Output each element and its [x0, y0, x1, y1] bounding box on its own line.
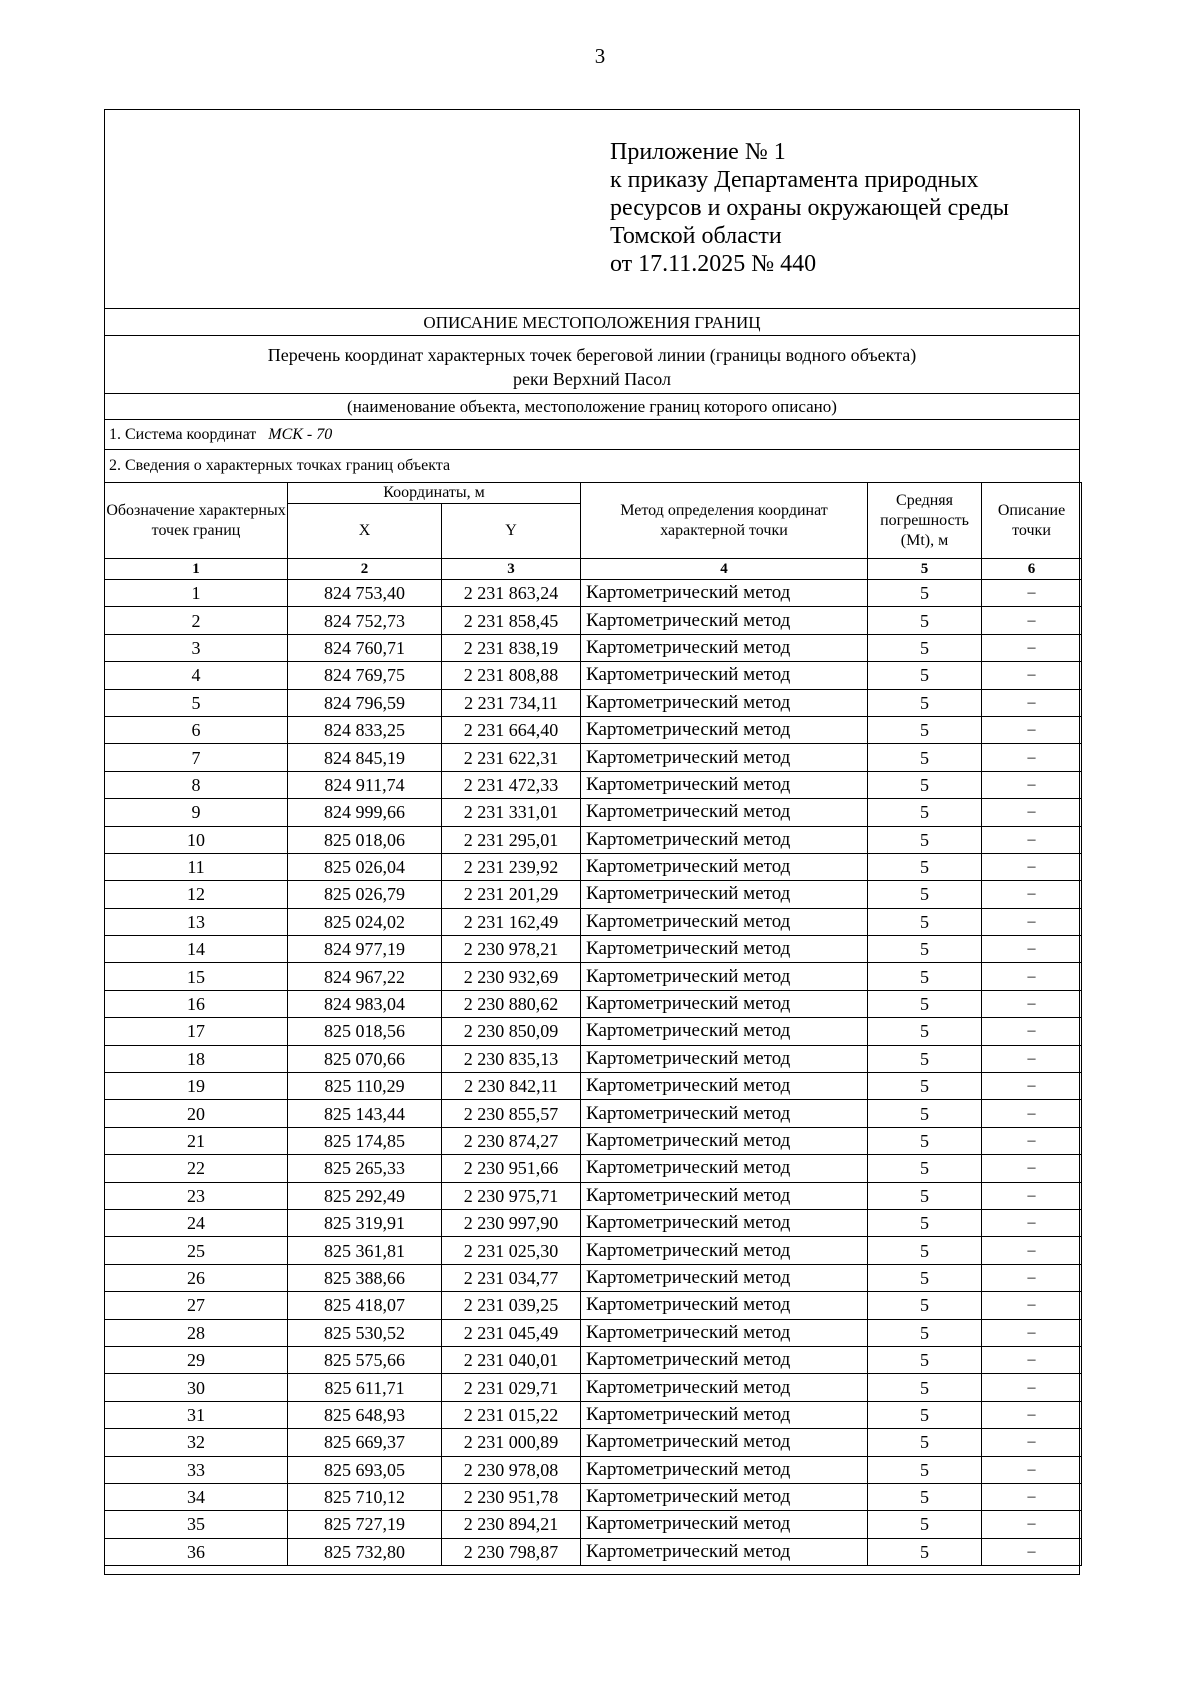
cell-description: –: [982, 1264, 1082, 1291]
cell-point: 5: [105, 689, 288, 716]
cell-point: 12: [105, 881, 288, 908]
cell-description: –: [982, 1045, 1082, 1072]
cell-x: 825 732,80: [288, 1538, 442, 1565]
cell-method: Картометрический метод: [581, 1511, 868, 1538]
cell-accuracy: 5: [868, 1456, 982, 1483]
cell-accuracy: 5: [868, 963, 982, 990]
table-row: [105, 662, 1082, 689]
cell-method: Картометрический метод: [581, 662, 868, 689]
cell-accuracy: 5: [868, 1237, 982, 1264]
cell-method: Картометрический метод: [581, 607, 868, 634]
table-row: [105, 1182, 1082, 1209]
cell-point: 6: [105, 716, 288, 743]
cell-point: 4: [105, 662, 288, 689]
cell-accuracy: 5: [868, 1264, 982, 1291]
cell-y: 2 231 045,49: [442, 1319, 581, 1346]
cell-accuracy: 5: [868, 689, 982, 716]
cell-y: 2 231 040,01: [442, 1346, 581, 1373]
subject-line-2: реки Верхний Пасол: [513, 369, 671, 389]
table-row: [105, 990, 1082, 1017]
cell-description: –: [982, 580, 1082, 607]
cell-method: Картометрический метод: [581, 1456, 868, 1483]
cell-y: 2 231 863,24: [442, 580, 581, 607]
cell-method: Картометрический метод: [581, 908, 868, 935]
cell-point: 29: [105, 1346, 288, 1373]
cell-method: Картометрический метод: [581, 716, 868, 743]
cell-x: 825 110,29: [288, 1073, 442, 1100]
cell-method: Картометрический метод: [581, 580, 868, 607]
cell-method: Картометрический метод: [581, 1209, 868, 1236]
cell-point: 21: [105, 1127, 288, 1154]
cell-accuracy: 5: [868, 1429, 982, 1456]
cell-x: 825 575,66: [288, 1346, 442, 1373]
cell-description: –: [982, 1292, 1082, 1319]
cell-method: Картометрический метод: [581, 881, 868, 908]
cell-x: 824 796,59: [288, 689, 442, 716]
header-x: X: [288, 504, 442, 559]
table-row: [105, 1483, 1082, 1510]
cell-method: Картометрический метод: [581, 853, 868, 880]
cell-accuracy: 5: [868, 716, 982, 743]
cell-point: 2: [105, 607, 288, 634]
cell-y: 2 231 029,71: [442, 1374, 581, 1401]
cell-description: –: [982, 1483, 1082, 1510]
table-row: [105, 908, 1082, 935]
cell-y: 2 230 880,62: [442, 990, 581, 1017]
cell-y: 2 230 975,71: [442, 1182, 581, 1209]
cell-description: –: [982, 1209, 1082, 1236]
cell-description: –: [982, 1511, 1082, 1538]
cell-method: Картометрический метод: [581, 963, 868, 990]
table-row: [105, 1319, 1082, 1346]
cell-point: 28: [105, 1319, 288, 1346]
cell-method: Картометрический метод: [581, 1127, 868, 1154]
cell-x: 825 388,66: [288, 1264, 442, 1291]
page-number: 3: [594, 44, 606, 68]
cell-y: 2 230 855,57: [442, 1100, 581, 1127]
cell-description: –: [982, 1073, 1082, 1100]
cell-point: 15: [105, 963, 288, 990]
cell-method: Картометрический метод: [581, 689, 868, 716]
table-row: [105, 826, 1082, 853]
cell-accuracy: 5: [868, 1538, 982, 1565]
cell-method: Картометрический метод: [581, 771, 868, 798]
cell-method: Картометрический метод: [581, 744, 868, 771]
table-row: [105, 1374, 1082, 1401]
appendix-line: Томской области: [610, 223, 782, 249]
cell-description: –: [982, 826, 1082, 853]
cell-y: 2 231 664,40: [442, 716, 581, 743]
coord-system-value: МСК - 70: [268, 426, 333, 443]
table-row: [105, 1401, 1082, 1428]
column-number: 5: [868, 559, 982, 580]
table-row: [105, 1237, 1082, 1264]
column-number: 6: [982, 559, 1082, 580]
cell-method: Картометрический метод: [581, 1429, 868, 1456]
cell-description: –: [982, 716, 1082, 743]
cell-point: 7: [105, 744, 288, 771]
cell-x: 825 648,93: [288, 1401, 442, 1428]
cell-y: 2 231 201,29: [442, 881, 581, 908]
cell-method: Картометрический метод: [581, 799, 868, 826]
cell-x: 825 265,33: [288, 1155, 442, 1182]
cell-y: 2 230 894,21: [442, 1511, 581, 1538]
cell-accuracy: 5: [868, 881, 982, 908]
table-row: [105, 799, 1082, 826]
cell-point: 26: [105, 1264, 288, 1291]
cell-x: 825 292,49: [288, 1182, 442, 1209]
cell-accuracy: 5: [868, 799, 982, 826]
cell-description: –: [982, 662, 1082, 689]
cell-y: 2 231 239,92: [442, 853, 581, 880]
cell-description: –: [982, 1401, 1082, 1428]
cell-point: 20: [105, 1100, 288, 1127]
cell-description: –: [982, 1237, 1082, 1264]
cell-accuracy: 5: [868, 1374, 982, 1401]
cell-y: 2 230 978,21: [442, 936, 581, 963]
cell-point: 30: [105, 1374, 288, 1401]
cell-method: Картометрический метод: [581, 1155, 868, 1182]
cell-method: Картометрический метод: [581, 1346, 868, 1373]
table-row: [105, 580, 1082, 607]
table-row: [105, 1292, 1082, 1319]
table-row: [105, 634, 1082, 661]
cell-x: 825 611,71: [288, 1374, 442, 1401]
cell-x: 825 174,85: [288, 1127, 442, 1154]
cell-y: 2 230 835,13: [442, 1045, 581, 1072]
cell-description: –: [982, 1319, 1082, 1346]
cell-y: 2 231 622,31: [442, 744, 581, 771]
cell-description: –: [982, 990, 1082, 1017]
cell-point: 16: [105, 990, 288, 1017]
cell-description: –: [982, 634, 1082, 661]
cell-accuracy: 5: [868, 1155, 982, 1182]
column-number: 3: [442, 559, 581, 580]
header-accuracy: Средняя погрешность (Mt), м: [868, 483, 982, 559]
table-row: [105, 1346, 1082, 1373]
cell-y: 2 231 838,19: [442, 634, 581, 661]
cell-method: Картометрический метод: [581, 1045, 868, 1072]
cell-method: Картометрический метод: [581, 826, 868, 853]
table-row: [105, 689, 1082, 716]
cell-x: 824 983,04: [288, 990, 442, 1017]
table-row: [105, 607, 1082, 634]
cell-method: Картометрический метод: [581, 1100, 868, 1127]
cell-x: 825 026,79: [288, 881, 442, 908]
cell-method: Картометрический метод: [581, 1401, 868, 1428]
table-row: [105, 1155, 1082, 1182]
header-description: Описание точки: [982, 483, 1082, 559]
cell-accuracy: 5: [868, 853, 982, 880]
cell-y: 2 231 331,01: [442, 799, 581, 826]
cell-description: –: [982, 881, 1082, 908]
cell-method: Картометрический метод: [581, 1264, 868, 1291]
cell-point: 3: [105, 634, 288, 661]
cell-method: Картометрический метод: [581, 1374, 868, 1401]
coord-system-row: [105, 420, 1079, 450]
cell-point: 19: [105, 1073, 288, 1100]
cell-y: 2 231 034,77: [442, 1264, 581, 1291]
cell-x: 824 911,74: [288, 771, 442, 798]
appendix-line: Приложение № 1: [610, 139, 786, 165]
cell-point: 24: [105, 1209, 288, 1236]
cell-method: Картометрический метод: [581, 1483, 868, 1510]
header-y: Y: [442, 504, 581, 559]
cell-x: 825 418,07: [288, 1292, 442, 1319]
cell-accuracy: 5: [868, 990, 982, 1017]
header-coords: Координаты, м: [288, 483, 581, 504]
cell-x: 825 018,56: [288, 1018, 442, 1045]
cell-description: –: [982, 1456, 1082, 1483]
table-row: [105, 853, 1082, 880]
points-info-row: 2. Сведения о характерных точках границ объекта: [109, 457, 451, 474]
cell-description: –: [982, 1182, 1082, 1209]
table-row: [105, 1538, 1082, 1565]
appendix-line: от 17.11.2025 № 440: [610, 251, 817, 277]
cell-method: Картометрический метод: [581, 1292, 868, 1319]
cell-point: 10: [105, 826, 288, 853]
cell-method: Картометрический метод: [581, 1073, 868, 1100]
table-row: [105, 881, 1082, 908]
cell-point: 9: [105, 799, 288, 826]
cell-description: –: [982, 908, 1082, 935]
table-row: [105, 963, 1082, 990]
cell-accuracy: 5: [868, 1346, 982, 1373]
cell-description: –: [982, 963, 1082, 990]
cell-y: 2 231 162,49: [442, 908, 581, 935]
cell-description: –: [982, 1100, 1082, 1127]
cell-accuracy: 5: [868, 1511, 982, 1538]
cell-description: –: [982, 744, 1082, 771]
cell-point: 13: [105, 908, 288, 935]
cell-method: Картометрический метод: [581, 1237, 868, 1264]
cell-x: 825 024,02: [288, 908, 442, 935]
cell-y: 2 230 932,69: [442, 963, 581, 990]
cell-point: 33: [105, 1456, 288, 1483]
cell-accuracy: 5: [868, 1073, 982, 1100]
cell-accuracy: 5: [868, 1292, 982, 1319]
table-row: [105, 716, 1082, 743]
cell-point: 1: [105, 580, 288, 607]
subject-line-1: Перечень координат характерных точек береговой линии (границы водного объекта): [267, 345, 917, 365]
table-row: [105, 771, 1082, 798]
cell-description: –: [982, 607, 1082, 634]
cell-x: 824 760,71: [288, 634, 442, 661]
cell-accuracy: 5: [868, 580, 982, 607]
cell-point: 36: [105, 1538, 288, 1565]
cell-x: 824 967,22: [288, 963, 442, 990]
column-number: 4: [581, 559, 868, 580]
table-row: [105, 1045, 1082, 1072]
cell-description: –: [982, 771, 1082, 798]
cell-description: –: [982, 1374, 1082, 1401]
cell-x: 825 669,37: [288, 1429, 442, 1456]
table-row: [105, 1264, 1082, 1291]
cell-method: Картометрический метод: [581, 1319, 868, 1346]
cell-x: 824 752,73: [288, 607, 442, 634]
cell-x: 825 693,05: [288, 1456, 442, 1483]
cell-accuracy: 5: [868, 771, 982, 798]
cell-accuracy: 5: [868, 634, 982, 661]
cell-accuracy: 5: [868, 1483, 982, 1510]
table-row: [105, 1127, 1082, 1154]
cell-accuracy: 5: [868, 1045, 982, 1072]
cell-accuracy: 5: [868, 1182, 982, 1209]
cell-x: 824 833,25: [288, 716, 442, 743]
table-row: [105, 1456, 1082, 1483]
cell-x: 824 999,66: [288, 799, 442, 826]
document-title: ОПИСАНИЕ МЕСТОПОЛОЖЕНИЯ ГРАНИЦ: [105, 309, 1079, 336]
cell-x: 825 143,44: [288, 1100, 442, 1127]
table-row: [105, 1429, 1082, 1456]
cell-accuracy: 5: [868, 1209, 982, 1236]
cell-y: 2 230 842,11: [442, 1073, 581, 1100]
column-number: 1: [105, 559, 288, 580]
cell-method: Картометрический метод: [581, 990, 868, 1017]
cell-point: 11: [105, 853, 288, 880]
table-row: [105, 1073, 1082, 1100]
cell-y: 2 231 000,89: [442, 1429, 581, 1456]
cell-x: 824 753,40: [288, 580, 442, 607]
cell-description: –: [982, 1018, 1082, 1045]
cell-point: 35: [105, 1511, 288, 1538]
cell-accuracy: 5: [868, 826, 982, 853]
header-point: Обозначение характерных точек границ: [105, 483, 288, 559]
table-row: [105, 1100, 1082, 1127]
cell-x: 825 026,04: [288, 853, 442, 880]
cell-y: 2 231 858,45: [442, 607, 581, 634]
cell-description: –: [982, 1429, 1082, 1456]
cell-x: 825 530,52: [288, 1319, 442, 1346]
cell-y: 2 230 798,87: [442, 1538, 581, 1565]
cell-y: 2 230 951,66: [442, 1155, 581, 1182]
cell-y: 2 231 472,33: [442, 771, 581, 798]
table-row: [105, 744, 1082, 771]
cell-x: 825 319,91: [288, 1209, 442, 1236]
cell-method: Картометрический метод: [581, 936, 868, 963]
cell-accuracy: 5: [868, 1319, 982, 1346]
cell-y: 2 231 025,30: [442, 1237, 581, 1264]
cell-accuracy: 5: [868, 744, 982, 771]
appendix-block: [105, 110, 1079, 309]
cell-accuracy: 5: [868, 662, 982, 689]
cell-point: 34: [105, 1483, 288, 1510]
cell-y: 2 231 039,25: [442, 1292, 581, 1319]
cell-description: –: [982, 689, 1082, 716]
cell-accuracy: 5: [868, 1127, 982, 1154]
subject-note: (наименование объекта, местоположение границ которого описано): [105, 394, 1079, 420]
cell-description: –: [982, 853, 1082, 880]
cell-x: 825 727,19: [288, 1511, 442, 1538]
cell-description: –: [982, 799, 1082, 826]
cell-method: Картометрический метод: [581, 634, 868, 661]
cell-y: 2 230 850,09: [442, 1018, 581, 1045]
coordinates-table: [104, 482, 1082, 1566]
cell-description: –: [982, 1155, 1082, 1182]
cell-x: 824 977,19: [288, 936, 442, 963]
cell-point: 25: [105, 1237, 288, 1264]
cell-y: 2 230 951,78: [442, 1483, 581, 1510]
cell-point: 31: [105, 1401, 288, 1428]
cell-accuracy: 5: [868, 607, 982, 634]
header-method: Метод определения координат характерной точки: [581, 483, 868, 559]
table-row: [105, 1209, 1082, 1236]
coordinates-table-body: [105, 580, 1082, 1566]
cell-accuracy: 5: [868, 936, 982, 963]
cell-method: Картометрический метод: [581, 1018, 868, 1045]
table-row: [105, 936, 1082, 963]
cell-point: 27: [105, 1292, 288, 1319]
cell-method: Картометрический метод: [581, 1538, 868, 1565]
cell-method: Картометрический метод: [581, 1182, 868, 1209]
appendix-line: к приказу Департамента природных: [610, 167, 979, 193]
table-row: [105, 1018, 1082, 1045]
cell-y: 2 231 808,88: [442, 662, 581, 689]
cell-point: 17: [105, 1018, 288, 1045]
subject-block: [105, 336, 1079, 394]
cell-description: –: [982, 1538, 1082, 1565]
cell-x: 824 769,75: [288, 662, 442, 689]
cell-point: 23: [105, 1182, 288, 1209]
cell-point: 8: [105, 771, 288, 798]
cell-point: 22: [105, 1155, 288, 1182]
cell-accuracy: 5: [868, 1401, 982, 1428]
cell-point: 32: [105, 1429, 288, 1456]
cell-y: 2 231 015,22: [442, 1401, 581, 1428]
appendix-line: ресурсов и охраны окружающей среды: [610, 195, 1009, 221]
cell-description: –: [982, 1346, 1082, 1373]
cell-accuracy: 5: [868, 1100, 982, 1127]
document-frame: [104, 109, 1080, 1575]
column-number: 2: [288, 559, 442, 580]
coord-system-label: 1. Система координат: [109, 426, 257, 443]
cell-x: 824 845,19: [288, 744, 442, 771]
cell-y: 2 231 295,01: [442, 826, 581, 853]
cell-y: 2 230 978,08: [442, 1456, 581, 1483]
cell-y: 2 230 997,90: [442, 1209, 581, 1236]
cell-x: 825 361,81: [288, 1237, 442, 1264]
cell-x: 825 070,66: [288, 1045, 442, 1072]
cell-accuracy: 5: [868, 908, 982, 935]
cell-description: –: [982, 1127, 1082, 1154]
cell-x: 825 710,12: [288, 1483, 442, 1510]
cell-y: 2 231 734,11: [442, 689, 581, 716]
cell-accuracy: 5: [868, 1018, 982, 1045]
cell-x: 825 018,06: [288, 826, 442, 853]
cell-point: 14: [105, 936, 288, 963]
cell-point: 18: [105, 1045, 288, 1072]
cell-y: 2 230 874,27: [442, 1127, 581, 1154]
table-row: [105, 1511, 1082, 1538]
cell-description: –: [982, 936, 1082, 963]
